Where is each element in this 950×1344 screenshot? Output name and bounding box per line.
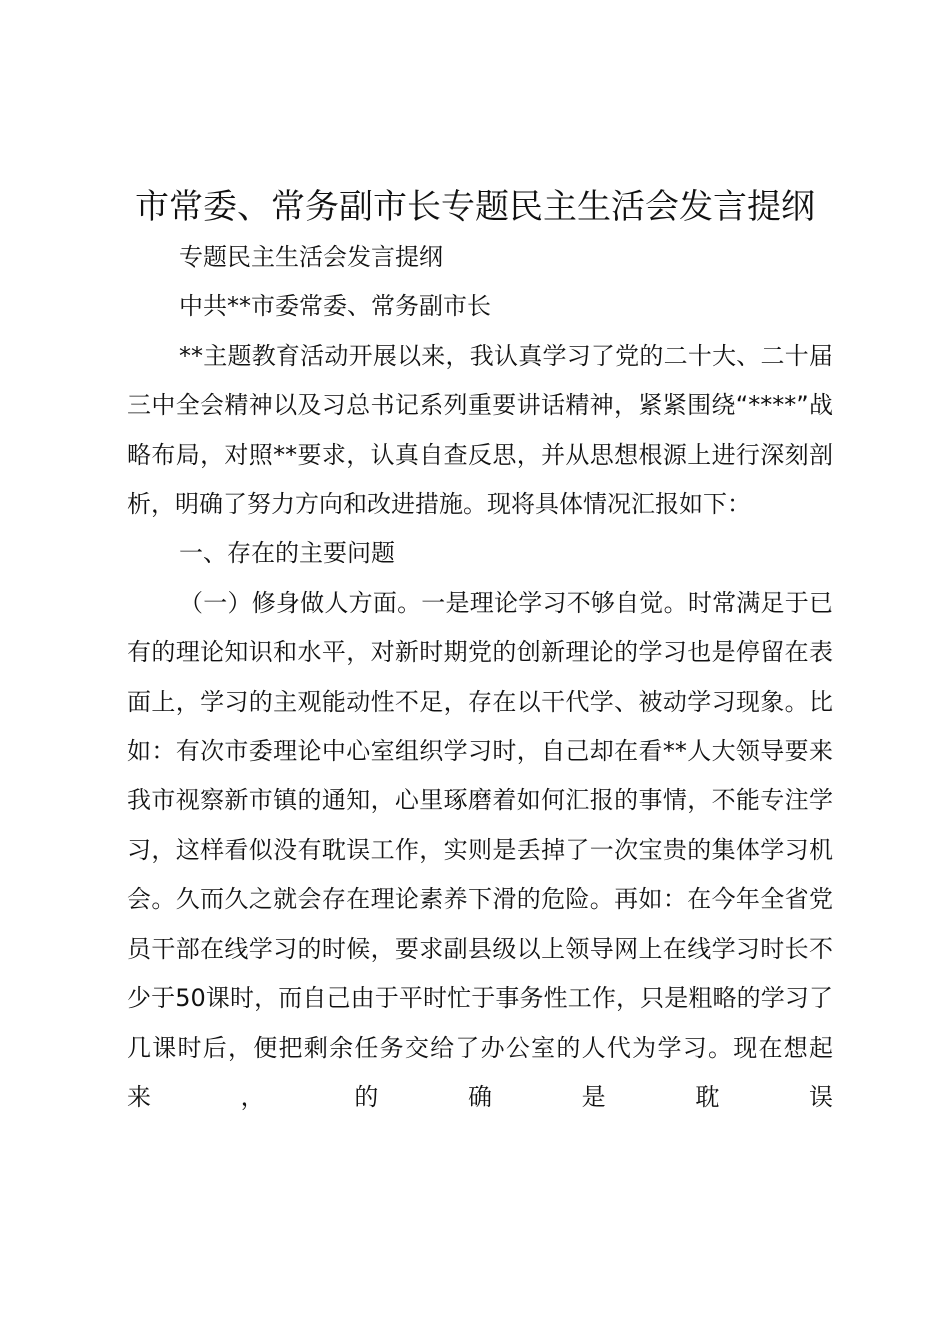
paragraph-subtitle: 专题民主生活会发言提纲 (179, 243, 443, 271)
document-title: 市常委、常务副市长专题民主生活会发言提纲 (135, 187, 815, 227)
paragraph-intro: **主题教育活动开展以来，我认真学习了党的二十大、二十届三中全会精神以及习总书记系列重要讲话精神，紧紧围绕“****”战略布局，对照**要求，认真自查反思，并从思想根源上进行深刻剖析，明确了努力方向和改进措施。现将具体情况汇报如下： (127, 341, 833, 519)
paragraph-section-one: （一）修身做人方面。一是理论学习不够自觉。时常满足于已有的理论知识和水平，对新时期党的创新理论的学习也是停留在表面上，学习的主观能动性不足，存在以干代学、被动学习现象。比如：有次市委理论中心室组织学习时，自己却在看**人大领导要来我市视察新市镇的通知，心里琢磨着如何汇报的事情，不能专注学习，这样看似没有耽误工作，实则是丢掉了一次宝贵的集体学习机会。久而久之就会存在理论素养下滑的危险。再如：在今年全省党员干部在线学习的时候，要求副县级以上领导网上在线学习时长不少于50课时，而自己由于平时忙于事务性工作，只是粗略的学习了几课时后，便把剩余任务交给了办公室的人代为学习。现在想起来，的确是耽误 (127, 588, 833, 1111)
document-body (127, 233, 833, 1122)
paragraph-author: 中共**市委常委、常务副市长 (179, 292, 491, 321)
paragraph-section-heading: 一、存在的主要问题 (179, 539, 395, 568)
